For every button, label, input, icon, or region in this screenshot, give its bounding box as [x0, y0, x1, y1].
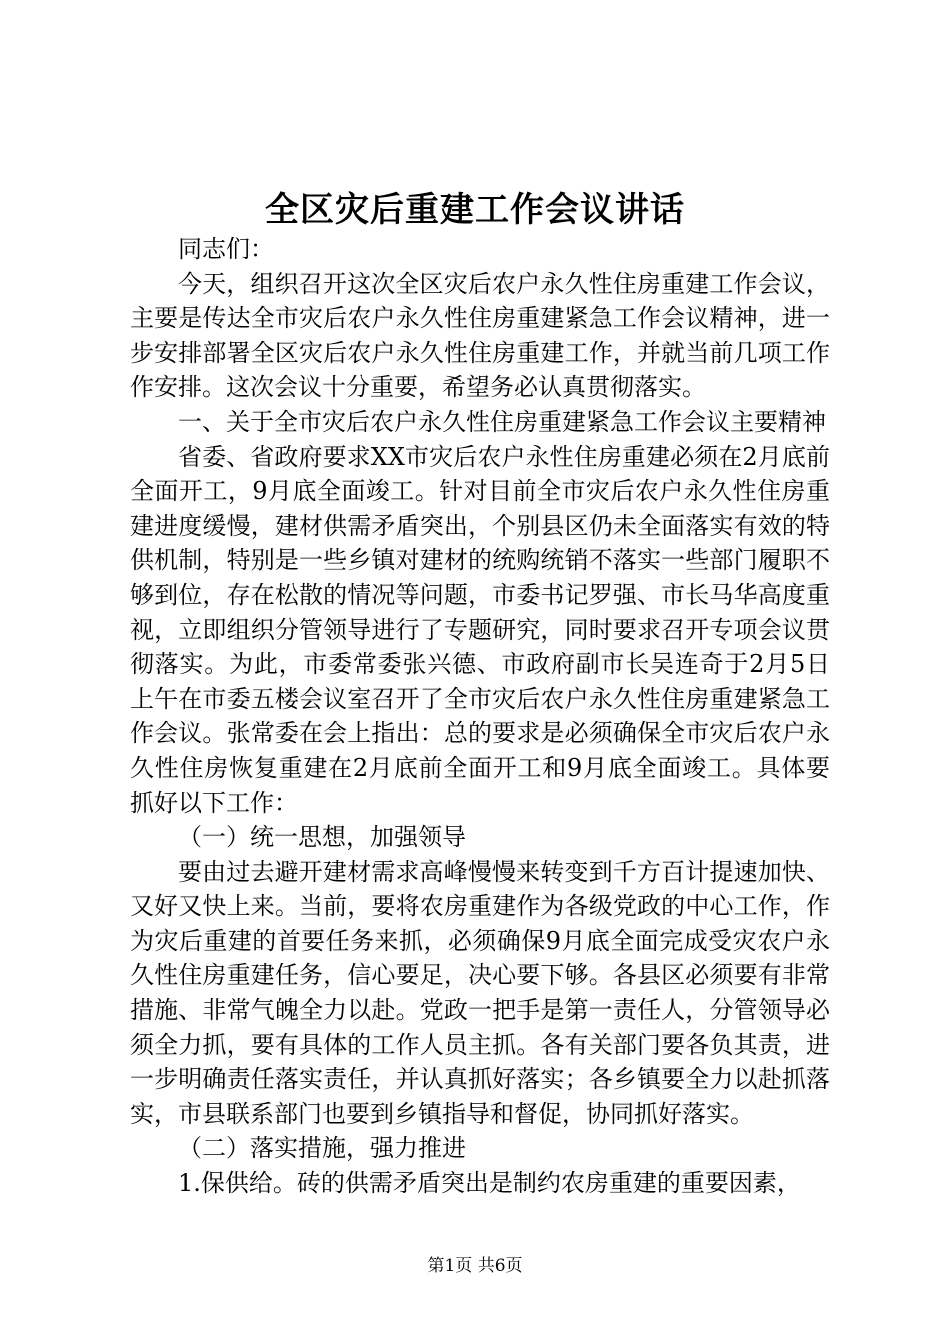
subsection-heading-2: （二）落实措施，强力推进 — [178, 1134, 466, 1163]
body-paragraph: 省委、省政府要求XX市灾后农户永性住房重建必须在2月底前全面开工，9月底全面竣工。针对目前全市灾后农户永久性住房重建进度缓慢，建材供需矛盾突出，个别县区仍未全面落实有效的特供机制，特别是一些乡镇对建材的统购统销不落实一些部门履职不够到位，存在松散的情况等问题，市委书记罗强、市长马华高度重视，立即组织分管领导进行了专题研究，同时要求召开专项会议贯彻落实。为此，市委常委张兴德、市政府副市长吴连奇于2月5日上午在市委五楼会议室召开了全市灾后农户永久性住房重建紧急工作会议。张常委在会上指出：总的要求是必须确保全市灾后农户永久性住房恢复重建在2月底前全面开工和9月底全面竣工。具体要抓好以下工作： — [130, 442, 830, 817]
page-footer: 第1页 共6页 — [427, 1256, 523, 1276]
body-paragraph: 要由过去避开建材需求高峰慢慢来转变到千方百计提速加快、又好又快上来。当前，要将农房重建作为各级党政的中心工作，作为灾后重建的首要任务来抓，必须确保9月底全面完成受灾农户永久性住房重建任务，信心要足，决心要下够。各县区必须要有非常措施、非常气魄全力以赴。党政一把手是第一责任人，分管领导必须全力抓，要有具体的工作人员主抓。各有关部门要各负其责，进一步明确责任落实责任，并认真抓好落实；各乡镇要全力以赴抓落实，市县联系部门也要到乡镇指导和督促，协同抓好落实。 — [130, 857, 830, 1128]
subsection-heading-1: （一）统一思想，加强领导 — [178, 823, 466, 852]
body-paragraph: 1.保供给。砖的供需矛盾突出是制约农房重建的重要因素， — [178, 1169, 801, 1198]
intro-paragraph: 今天，组织召开这次全区灾后农户永久性住房重建工作会议，主要是传达全市灾后农户永久性住房重建紧急工作会议精神，进一步安排部署全区灾后农户永久性住房重建工作，并就当前几项工作作安排。这次会议十分重要，希望务必认真贯彻落实。 — [130, 269, 830, 402]
greeting-paragraph: 同志们： — [178, 235, 274, 263]
document-title: 全区灾后重建工作会议讲话 — [265, 190, 685, 230]
document-body — [130, 232, 830, 1201]
section-heading-1: 一、关于全市灾后农户永久性住房重建紧急工作会议主要精神 — [178, 407, 826, 436]
